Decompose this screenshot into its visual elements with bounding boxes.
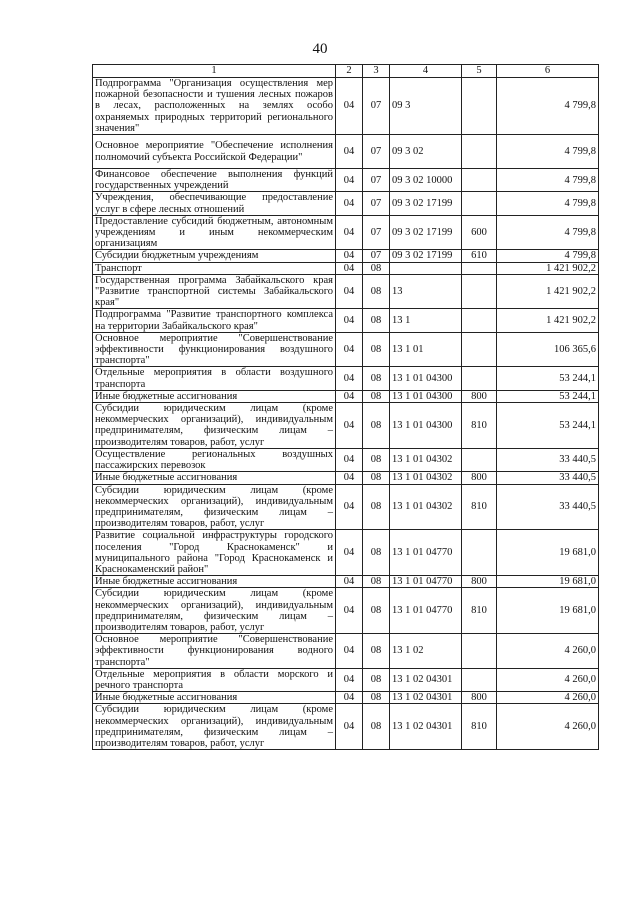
row-amount: 4 260,0	[497, 692, 599, 704]
table-row	[93, 78, 599, 135]
row-amount: 53 244,1	[497, 390, 599, 402]
row-target-article: 13 1 01 04770	[390, 530, 462, 576]
row-subsection: 07	[363, 250, 390, 262]
row-amount: 4 260,0	[497, 704, 599, 750]
header-col-2: 2	[336, 65, 363, 78]
table-header-row	[93, 65, 599, 78]
row-target-article: 13 1 01	[390, 332, 462, 367]
row-subsection: 08	[363, 309, 390, 332]
table-row	[93, 588, 599, 634]
row-subsection: 08	[363, 576, 390, 588]
row-expense-type	[462, 367, 497, 390]
row-expense-type	[462, 309, 497, 332]
row-target-article: 13 1	[390, 309, 462, 332]
row-subsection: 08	[363, 332, 390, 367]
table-row	[93, 169, 599, 192]
row-expense-type	[462, 78, 497, 135]
row-target-article: 13 1 01 04302	[390, 484, 462, 530]
row-section: 04	[336, 332, 363, 367]
row-target-article: 13	[390, 274, 462, 309]
row-target-article: 09 3 02 17199	[390, 192, 462, 215]
row-amount: 1 421 902,2	[497, 262, 599, 274]
row-amount: 4 799,8	[497, 135, 599, 169]
row-target-article: 13 1 02	[390, 634, 462, 669]
row-subsection: 08	[363, 262, 390, 274]
row-amount: 4 799,8	[497, 192, 599, 215]
table-row	[93, 668, 599, 691]
row-amount: 106 365,6	[497, 332, 599, 367]
row-name: Иные бюджетные ассигнования	[93, 576, 336, 588]
row-subsection: 08	[363, 274, 390, 309]
row-section: 04	[336, 250, 363, 262]
row-expense-type	[462, 135, 497, 169]
row-section: 04	[336, 78, 363, 135]
table-row	[93, 135, 599, 169]
row-name: Субсидии юридическим лицам (кроме некоммерческих организаций), индивидуальным предпринимателям, физическим лицам – производителям товаров, работ, услуг	[93, 484, 336, 530]
row-subsection: 08	[363, 403, 390, 449]
row-amount: 33 440,5	[497, 472, 599, 484]
row-subsection: 08	[363, 472, 390, 484]
table-row	[93, 367, 599, 390]
row-section: 04	[336, 403, 363, 449]
table-row	[93, 634, 599, 669]
row-section: 04	[336, 274, 363, 309]
row-section: 04	[336, 309, 363, 332]
row-section: 04	[336, 576, 363, 588]
row-name: Отдельные мероприятия в области воздушного транспорта	[93, 367, 336, 390]
row-subsection: 08	[363, 390, 390, 402]
row-name: Подпрограмма "Организация осуществления мер пожарной безопасности и тушения лесных пожаров в лесах, расположенных на землях особо охраняемых природных территорий регионального значения"	[93, 78, 336, 135]
row-expense-type: 810	[462, 588, 497, 634]
row-section: 04	[336, 588, 363, 634]
row-expense-type	[462, 274, 497, 309]
row-name: Основное мероприятие "Обеспечение исполнения полномочий субъекта Российской Федерации"	[93, 135, 336, 169]
row-subsection: 08	[363, 704, 390, 750]
row-name: Финансовое обеспечение выполнения функций государственных учреждений	[93, 169, 336, 192]
row-expense-type	[462, 169, 497, 192]
row-section: 04	[336, 367, 363, 390]
row-subsection: 08	[363, 588, 390, 634]
row-name: Субсидии юридическим лицам (кроме некоммерческих организаций), индивидуальным предпринимателям, физическим лицам – производителям товаров, работ, услуг	[93, 704, 336, 750]
row-name: Иные бюджетные ассигнования	[93, 472, 336, 484]
row-name: Транспорт	[93, 262, 336, 274]
row-name: Субсидии бюджетным учреждениям	[93, 250, 336, 262]
row-section: 04	[336, 484, 363, 530]
row-section: 04	[336, 634, 363, 669]
page-number: 40	[312, 41, 328, 57]
row-subsection: 07	[363, 192, 390, 215]
row-target-article: 13 1 01 04302	[390, 472, 462, 484]
row-expense-type	[462, 192, 497, 215]
row-target-article: 09 3 02 10000	[390, 169, 462, 192]
row-section: 04	[336, 192, 363, 215]
row-target-article: 13 1 01 04302	[390, 448, 462, 471]
header-col-1: 1	[93, 65, 336, 78]
row-amount: 19 681,0	[497, 530, 599, 576]
row-subsection: 08	[363, 530, 390, 576]
row-amount: 1 421 902,2	[497, 309, 599, 332]
table-row	[93, 472, 599, 484]
table-row	[93, 576, 599, 588]
row-expense-type: 800	[462, 692, 497, 704]
row-target-article: 13 1 01 04300	[390, 403, 462, 449]
row-section: 04	[336, 472, 363, 484]
table-row	[93, 274, 599, 309]
row-name: Субсидии юридическим лицам (кроме некоммерческих организаций), индивидуальным предпринимателям, физическим лицам – производителям товаров, работ, услуг	[93, 588, 336, 634]
row-name: Отдельные мероприятия в области морского и речного транспорта	[93, 668, 336, 691]
row-target-article: 09 3 02 17199	[390, 250, 462, 262]
row-target-article: 13 1 02 04301	[390, 692, 462, 704]
row-target-article: 09 3	[390, 78, 462, 135]
row-subsection: 07	[363, 135, 390, 169]
row-name: Основное мероприятие "Совершенствование эффективности функционирования водного транспорта"	[93, 634, 336, 669]
row-amount: 4 799,8	[497, 215, 599, 250]
row-section: 04	[336, 135, 363, 169]
row-name: Государственная программа Забайкальского края "Развитие транспортной системы Забайкальского края"	[93, 274, 336, 309]
row-subsection: 07	[363, 215, 390, 250]
row-amount: 4 799,8	[497, 169, 599, 192]
table-row	[93, 530, 599, 576]
header-col-5: 5	[462, 65, 497, 78]
budget-table	[92, 64, 599, 750]
row-expense-type	[462, 332, 497, 367]
row-section: 04	[336, 215, 363, 250]
row-section: 04	[336, 448, 363, 471]
row-expense-type: 600	[462, 215, 497, 250]
table-row	[93, 250, 599, 262]
row-section: 04	[336, 692, 363, 704]
row-section: 04	[336, 668, 363, 691]
row-expense-type: 800	[462, 472, 497, 484]
row-expense-type: 810	[462, 704, 497, 750]
row-target-article: 13 1 01 04770	[390, 576, 462, 588]
row-name: Осуществление региональных воздушных пассажирских перевозок	[93, 448, 336, 471]
table-row	[93, 704, 599, 750]
row-section: 04	[336, 704, 363, 750]
row-name: Подпрограмма "Развитие транспортного комплекса на территории Забайкальского края"	[93, 309, 336, 332]
row-name: Иные бюджетные ассигнования	[93, 390, 336, 402]
row-subsection: 08	[363, 668, 390, 691]
header-col-6: 6	[497, 65, 599, 78]
row-expense-type: 610	[462, 250, 497, 262]
row-subsection: 08	[363, 692, 390, 704]
row-amount: 19 681,0	[497, 588, 599, 634]
row-expense-type	[462, 668, 497, 691]
row-expense-type	[462, 448, 497, 471]
row-amount: 4 260,0	[497, 634, 599, 669]
row-subsection: 08	[363, 484, 390, 530]
row-name: Предоставление субсидий бюджетным, автономным учреждениям и иным некоммерческим организациям	[93, 215, 336, 250]
row-expense-type	[462, 530, 497, 576]
row-amount: 19 681,0	[497, 576, 599, 588]
row-target-article: 09 3 02	[390, 135, 462, 169]
row-section: 04	[336, 390, 363, 402]
row-subsection: 07	[363, 169, 390, 192]
row-name: Иные бюджетные ассигнования	[93, 692, 336, 704]
row-expense-type	[462, 634, 497, 669]
table-row	[93, 484, 599, 530]
table-row	[93, 192, 599, 215]
table-row	[93, 332, 599, 367]
row-subsection: 08	[363, 448, 390, 471]
row-name: Учреждения, обеспечивающие предоставление услуг в сфере лесных отношений	[93, 192, 336, 215]
row-target-article: 13 1 01 04770	[390, 588, 462, 634]
row-subsection: 08	[363, 367, 390, 390]
row-section: 04	[336, 169, 363, 192]
table-row	[93, 448, 599, 471]
header-col-4: 4	[390, 65, 462, 78]
row-amount: 53 244,1	[497, 403, 599, 449]
table-body	[93, 78, 599, 750]
row-expense-type	[462, 262, 497, 274]
row-target-article: 13 1 01 04300	[390, 390, 462, 402]
row-amount: 1 421 902,2	[497, 274, 599, 309]
table-row	[93, 262, 599, 274]
table-row	[93, 309, 599, 332]
row-expense-type: 810	[462, 403, 497, 449]
row-amount: 4 799,8	[497, 78, 599, 135]
row-expense-type: 810	[462, 484, 497, 530]
row-amount: 4 260,0	[497, 668, 599, 691]
row-target-article: 13 1 02 04301	[390, 704, 462, 750]
table-row	[93, 390, 599, 402]
table-row	[93, 403, 599, 449]
row-target-article: 13 1 02 04301	[390, 668, 462, 691]
row-name: Основное мероприятие "Совершенствование эффективности функционирования воздушного транспорта"	[93, 332, 336, 367]
row-name: Субсидии юридическим лицам (кроме некоммерческих организаций), индивидуальным предпринимателям, физическим лицам – производителям товаров, работ, услуг	[93, 403, 336, 449]
row-subsection: 07	[363, 78, 390, 135]
row-amount: 53 244,1	[497, 367, 599, 390]
table-row	[93, 215, 599, 250]
header-col-3: 3	[363, 65, 390, 78]
row-expense-type: 800	[462, 390, 497, 402]
row-target-article	[390, 262, 462, 274]
row-name: Развитие социальной инфраструктуры городского поселения "Город Краснокаменск" и муниципального района "Город Краснокаменск и Краснокаменский район"	[93, 530, 336, 576]
row-amount: 4 799,8	[497, 250, 599, 262]
row-section: 04	[336, 530, 363, 576]
row-expense-type: 800	[462, 576, 497, 588]
table-row	[93, 692, 599, 704]
row-section: 04	[336, 262, 363, 274]
row-amount: 33 440,5	[497, 448, 599, 471]
row-target-article: 13 1 01 04300	[390, 367, 462, 390]
row-subsection: 08	[363, 634, 390, 669]
row-target-article: 09 3 02 17199	[390, 215, 462, 250]
row-amount: 33 440,5	[497, 484, 599, 530]
